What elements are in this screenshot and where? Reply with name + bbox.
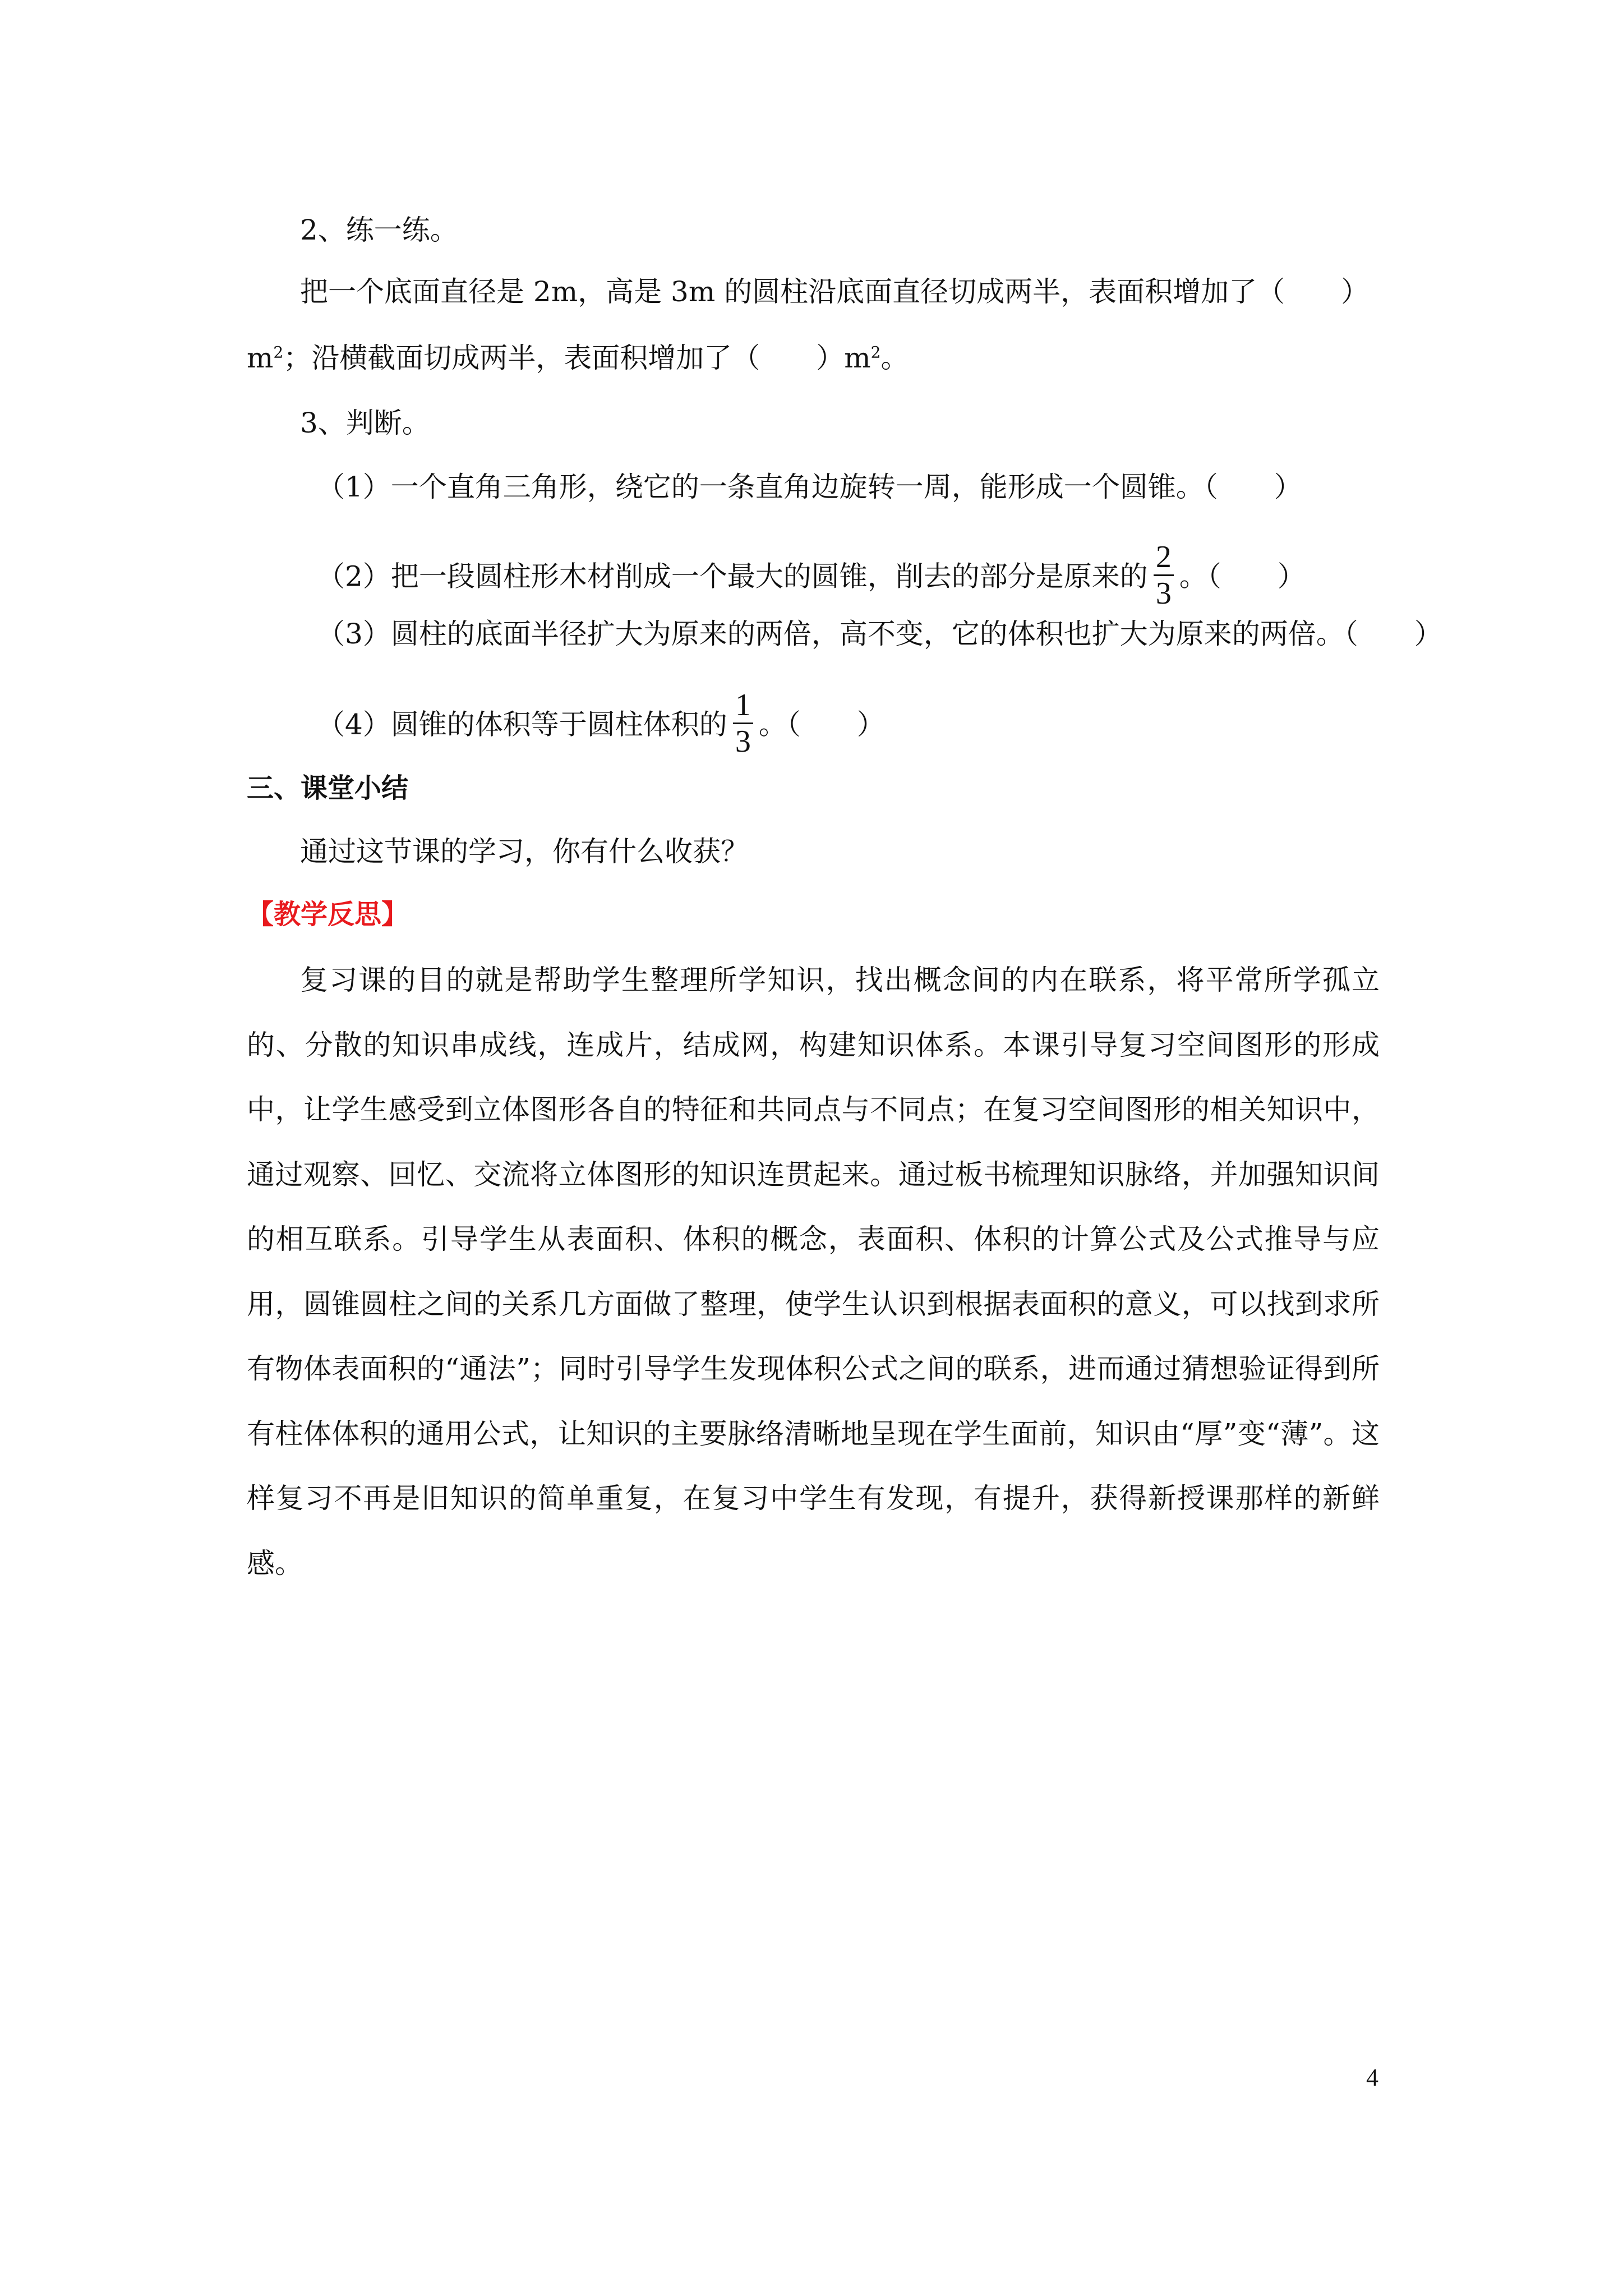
reflection-paragraph: 复习课的目的就是帮助学生整理所学知识，找出概念间的内在联系，将平常所学孤立的、分散的知识串成线，连成片，结成网，构建知识体系。本课引导复习空间图形的形成中，让学生感受到立体图形各自的特征和共同点与不同点；在复习空间图形的相关知识中，通过观察、回忆、交流将立体图形的知识连贯起来。通过板书梳理知识脉络，并加强知识间的相互联系。引导学生从表面积、体积的概念，表面积、体积的计算公式及公式推导与应用，圆锥圆柱之间的关系几方面做了整理，使学生认识到根据表面积的意义，可以找到求所有物体表面积的“通法”；同时引导学生发现体积公式之间的联系，进而通过猜想验证得到所有柱体体积的通用公式，让知识的主要脉络清晰地呈现在学生面前，知识由“厚”变“薄”。这样复习不再是旧知识的简单重复，在复习中学生有发现，有提升，获得新授课那样的新鲜感。 [247, 964, 1380, 1580]
fraction-denominator: 3 [1155, 576, 1172, 611]
summary-question: 通过这节课的学习，你有什么收获？ [300, 835, 749, 868]
practice-question-line-1: 把一个底面直径是 2m，高是 3m 的圆柱沿底面直径切成两半，表面积增加了（ ） [300, 275, 1370, 308]
unit-m: m [247, 342, 274, 374]
practice-question-end: 。 [880, 342, 909, 374]
judge-item-4 [317, 688, 885, 762]
fraction-one-third [733, 688, 753, 759]
judge-item-2-end: 。（ ） [1179, 560, 1306, 593]
unit-superscript-2: 2 [870, 343, 881, 362]
practice-heading: 2、练一练。 [300, 214, 458, 246]
practice-question-text: ；沿横截面切成两半，表面积增加了（ ）m [283, 342, 871, 374]
judge-item-4-end: 。（ ） [758, 708, 885, 741]
judge-item-4-text: （4）圆锥的体积等于圆柱体积的 [317, 708, 727, 741]
judge-heading: 3、判断。 [300, 407, 430, 439]
fraction-numerator: 2 [1154, 540, 1174, 576]
fraction-denominator: 3 [735, 724, 751, 759]
fraction-numerator: 1 [733, 688, 753, 724]
judge-item-2-text: （2）把一段圆柱形木材削成一个最大的圆锥，削去的部分是原来的 [317, 560, 1148, 593]
fraction-two-thirds [1154, 540, 1174, 611]
page-number: 4 [1366, 2064, 1378, 2091]
judge-item-1: （1）一个直角三角形，绕它的一条直角边旋转一周，能形成一个圆锥。（ ） [317, 471, 1302, 503]
summary-heading: 三、课堂小结 [247, 772, 409, 804]
practice-question-line-2 [247, 341, 909, 375]
judge-item-2 [317, 540, 1306, 614]
judge-item-3: （3）圆柱的底面半径扩大为原来的两倍，高不变，它的体积也扩大为原来的两倍。（ ） [317, 618, 1442, 650]
unit-superscript: 2 [273, 343, 284, 362]
reflection-heading: 【教学反思】 [247, 899, 409, 930]
